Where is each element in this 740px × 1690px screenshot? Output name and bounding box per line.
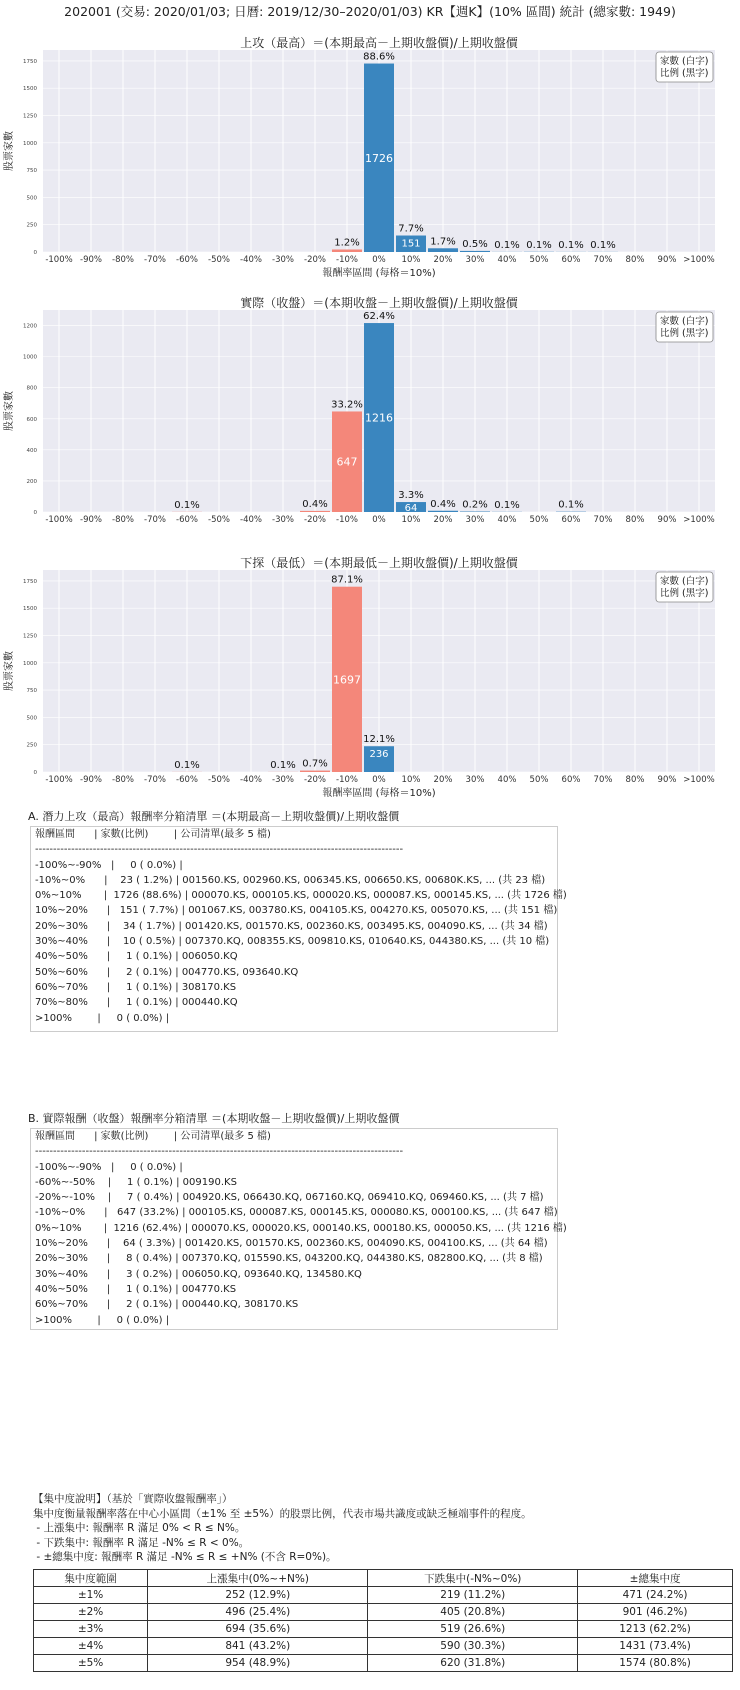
table-cell: 1213 (62.2%) bbox=[578, 1621, 733, 1638]
x-tick-label: -80% bbox=[112, 255, 134, 265]
table-row bbox=[34, 1604, 733, 1621]
x-tick-label: 50% bbox=[529, 515, 549, 525]
concentration-table bbox=[33, 1569, 733, 1672]
table-row bbox=[34, 1638, 733, 1655]
table-header-cell: 上漲集中(0%~+N%) bbox=[148, 1570, 368, 1587]
y-tick-label: 0 bbox=[33, 510, 37, 516]
panel-row: 60%~70% | 2 ( 0.1%) | 000440.KQ, 308170.KS bbox=[35, 1299, 299, 1311]
chart-upside-high bbox=[0, 36, 740, 286]
x-tick-label: -10% bbox=[336, 775, 358, 785]
panel-row: -10%~0% | 23 ( 1.2%) | 001560.KS, 002960.KS, 006345.KS, 006650.KS, 00680K.KS, ... (共 23 檔) bbox=[35, 874, 546, 886]
table-row bbox=[34, 1587, 733, 1604]
bar-percent-label: 0.7% bbox=[302, 758, 328, 770]
bar-count-label: 151 bbox=[401, 238, 421, 250]
table-cell: ±5% bbox=[34, 1655, 148, 1672]
x-tick-label: -40% bbox=[240, 255, 262, 265]
panel-row: 30%~40% | 3 ( 0.2%) | 006050.KQ, 093640.KQ, 134580.KQ bbox=[35, 1268, 362, 1280]
y-tick-label: 1750 bbox=[23, 578, 37, 585]
bar bbox=[300, 771, 330, 772]
table-cell: ±3% bbox=[34, 1621, 148, 1638]
panel-row: >100% | 0 ( 0.0%) | bbox=[35, 1012, 170, 1024]
bar-percent-label: 87.1% bbox=[331, 574, 363, 586]
table-cell: ±2% bbox=[34, 1604, 148, 1621]
x-tick-label: -50% bbox=[208, 255, 230, 265]
explanation-line: - 下跌集中: 報酬率 R 滿足 -N% ≤ R < 0%。 bbox=[33, 1536, 250, 1549]
panel-row: 70%~80% | 1 ( 0.1%) | 000440.KQ bbox=[35, 997, 238, 1009]
legend-entry: 家數 (白字) bbox=[660, 576, 709, 587]
x-tick-label: 20% bbox=[433, 515, 453, 525]
x-axis-label: 報酬率區間 (每格＝10%) bbox=[322, 268, 436, 279]
chart-downside-low bbox=[0, 556, 740, 806]
x-tick-label: 10% bbox=[401, 775, 421, 785]
panel-row: 10%~20% | 151 ( 7.7%) | 001067.KS, 003780.KS, 004105.KS, 004270.KS, 005070.KS, ... (共 151 檔) bbox=[35, 905, 558, 917]
x-tick-label: >100% bbox=[683, 255, 715, 265]
table-cell: 1574 (80.8%) bbox=[578, 1655, 733, 1672]
x-tick-label: 70% bbox=[593, 515, 613, 525]
table-cell: 252 (12.9%) bbox=[148, 1587, 368, 1604]
page-title: 202001 (交易: 2020/01/03; 日曆: 2019/12/30–2020/01/03) KR【週K】(10% 區間) 統計 (總家數: 1949) bbox=[64, 4, 676, 19]
panel-row: 10%~20% | 64 ( 3.3%) | 001420.KS, 001570.KS, 002360.KS, 004090.KS, 004100.KS, ... (共 64 檔) bbox=[35, 1238, 548, 1250]
y-axis-label: 股票家數 bbox=[4, 131, 15, 171]
y-tick-label: 600 bbox=[26, 416, 37, 423]
x-tick-label: 50% bbox=[529, 775, 549, 785]
x-tick-label: -60% bbox=[176, 775, 198, 785]
x-tick-label: -90% bbox=[80, 775, 102, 785]
x-tick-label: -90% bbox=[80, 255, 102, 265]
legend-entry: 比例 (黑字) bbox=[660, 68, 709, 79]
x-tick-label: 80% bbox=[625, 775, 645, 785]
legend-entry: 比例 (黑字) bbox=[660, 588, 709, 599]
x-tick-label: -10% bbox=[336, 515, 358, 525]
x-tick-label: 90% bbox=[657, 515, 677, 525]
table-cell: 496 (25.4%) bbox=[148, 1604, 368, 1621]
x-tick-label: 60% bbox=[561, 515, 581, 525]
y-tick-label: 500 bbox=[26, 715, 37, 722]
y-axis-label: 股票家數 bbox=[4, 391, 15, 431]
y-tick-label: 1200 bbox=[23, 323, 37, 330]
bar-percent-label: 62.4% bbox=[363, 311, 395, 323]
concentration-explanation bbox=[33, 1492, 532, 1565]
y-tick-label: 1000 bbox=[23, 354, 37, 361]
panel-header-row: 報酬區間 | 家數(比例) | 公司清單(最多 5 檔) bbox=[35, 829, 271, 840]
y-tick-label: 1250 bbox=[23, 633, 37, 640]
x-tick-label: 40% bbox=[497, 515, 517, 525]
table-cell: 471 (24.2%) bbox=[578, 1587, 733, 1604]
table-cell: 841 (43.2%) bbox=[148, 1638, 368, 1655]
legend bbox=[656, 52, 713, 82]
explanation-line: 集中度衡量報酬率落在中心小區間（±1% 至 ±5%）的股票比例，代表市場共識度或缺乏極端事件的程度。 bbox=[33, 1507, 532, 1520]
y-tick-label: 250 bbox=[26, 742, 37, 749]
panel-row: -60%~-50% | 1 ( 0.1%) | 009190.KS bbox=[35, 1176, 237, 1188]
x-tick-label: -20% bbox=[304, 515, 326, 525]
panel-b-title: B. 實際報酬（收盤）報酬率分箱清單 ＝(本期收盤－上期收盤價)/上期收盤價 bbox=[28, 1112, 400, 1125]
legend bbox=[656, 312, 713, 342]
x-tick-label: 60% bbox=[561, 255, 581, 265]
panel-row: 0%~10% | 1726 (88.6%) | 000070.KS, 000105.KS, 000020.KS, 000087.KS, 000145.KS, ... (共 1726 檔) bbox=[35, 890, 567, 902]
x-tick-label: -20% bbox=[304, 775, 326, 785]
bar-percent-label: 88.6% bbox=[363, 51, 395, 63]
panel-row: 40%~50% | 1 ( 0.1%) | 004770.KS bbox=[35, 1283, 237, 1295]
x-tick-label: 40% bbox=[497, 255, 517, 265]
panel-header-row: 報酬區間 | 家數(比例) | 公司清單(最多 5 檔) bbox=[35, 1131, 271, 1142]
bar-percent-label: 1.7% bbox=[430, 236, 456, 248]
x-tick-label: -70% bbox=[144, 255, 166, 265]
chart-title: 上攻（最高）＝(本期最高－上期收盤價)/上期收盤價 bbox=[240, 36, 518, 50]
x-tick-label: -70% bbox=[144, 515, 166, 525]
x-tick-label: 0% bbox=[372, 775, 386, 785]
table-header-cell: 下跌集中(-N%~0%) bbox=[368, 1570, 578, 1587]
y-tick-label: 1500 bbox=[23, 606, 37, 613]
y-tick-label: 200 bbox=[26, 478, 37, 485]
panel-row: 30%~40% | 10 ( 0.5%) | 007370.KQ, 008355.KS, 009810.KS, 010640.KS, 044380.KS, ... (共 10 檔) bbox=[35, 936, 550, 948]
bar-count-label: 1216 bbox=[365, 411, 393, 425]
panel-row: -20%~-10% | 7 ( 0.4%) | 004920.KS, 066430.KQ, 067160.KQ, 069410.KQ, 069460.KS, ... (共 7 檔) bbox=[35, 1192, 544, 1204]
bar-percent-label: 12.1% bbox=[363, 734, 395, 746]
bar bbox=[332, 249, 362, 252]
panel-row: 40%~50% | 1 ( 0.1%) | 006050.KQ bbox=[35, 951, 238, 963]
x-tick-label: -90% bbox=[80, 515, 102, 525]
bar bbox=[300, 511, 330, 512]
bar bbox=[428, 248, 458, 252]
panel-row: 50%~60% | 2 ( 0.1%) | 004770.KS, 093640.KQ bbox=[35, 966, 299, 978]
panel-b-bin-list bbox=[30, 1128, 567, 1330]
y-tick-label: 250 bbox=[26, 222, 37, 229]
x-tick-label: 30% bbox=[465, 515, 485, 525]
panel-row: 20%~30% | 34 ( 1.7%) | 001420.KS, 001570.KS, 002360.KS, 003495.KS, 004090.KS, ... (共 34 檔) bbox=[35, 920, 548, 932]
panel-row: -10%~0% | 647 (33.2%) | 000105.KS, 000087.KS, 000145.KS, 000080.KS, 000100.KS, ... (共 647 檔) bbox=[35, 1207, 558, 1219]
bar-percent-label: 0.4% bbox=[302, 498, 328, 510]
x-tick-label: -100% bbox=[45, 775, 73, 785]
bar-percent-label: 0.1% bbox=[558, 499, 584, 511]
x-tick-label: -80% bbox=[112, 515, 134, 525]
y-tick-label: 750 bbox=[26, 168, 37, 175]
x-tick-label: 30% bbox=[465, 255, 485, 265]
table-cell: 901 (46.2%) bbox=[578, 1604, 733, 1621]
legend-entry: 比例 (黑字) bbox=[660, 328, 709, 339]
table-cell: 519 (26.6%) bbox=[368, 1621, 578, 1638]
x-tick-label: -40% bbox=[240, 515, 262, 525]
chart-title: 下探（最低）＝(本期最低－上期收盤價)/上期收盤價 bbox=[240, 556, 518, 570]
x-tick-label: -60% bbox=[176, 255, 198, 265]
x-tick-label: 0% bbox=[372, 255, 386, 265]
x-tick-label: -50% bbox=[208, 515, 230, 525]
bar-count-label: 236 bbox=[369, 749, 389, 761]
x-tick-label: 20% bbox=[433, 255, 453, 265]
x-tick-label: 70% bbox=[593, 775, 613, 785]
y-tick-label: 500 bbox=[26, 195, 37, 202]
table-cell: 405 (20.8%) bbox=[368, 1604, 578, 1621]
panel-row: 0%~10% | 1216 (62.4%) | 000070.KS, 000020.KS, 000140.KS, 000180.KS, 000050.KS, ... (共 1216 檔) bbox=[35, 1222, 567, 1234]
bar-percent-label: 1.2% bbox=[334, 237, 360, 249]
y-tick-label: 400 bbox=[26, 447, 37, 454]
concentration-table-header bbox=[34, 1570, 733, 1587]
table-row bbox=[34, 1621, 733, 1638]
x-tick-label: -30% bbox=[272, 775, 294, 785]
bar-percent-label: 0.4% bbox=[430, 498, 456, 510]
bar-percent-label: 3.3% bbox=[398, 490, 424, 502]
table-cell: 694 (35.6%) bbox=[148, 1621, 368, 1638]
x-tick-label: 80% bbox=[625, 515, 645, 525]
x-tick-label: 50% bbox=[529, 255, 549, 265]
table-cell: 590 (30.3%) bbox=[368, 1638, 578, 1655]
x-tick-label: -70% bbox=[144, 775, 166, 785]
bar-percent-label: 0.1% bbox=[558, 239, 584, 251]
x-tick-label: -20% bbox=[304, 255, 326, 265]
x-tick-label: 40% bbox=[497, 775, 517, 785]
x-tick-label: -10% bbox=[336, 255, 358, 265]
x-axis-label: 報酬率區間 (每格＝10%) bbox=[322, 788, 436, 799]
panel-divider: ------------------------------------------------------------------------------------------------------ bbox=[35, 1146, 404, 1158]
bar bbox=[428, 511, 458, 512]
table-cell: 1431 (73.4%) bbox=[578, 1638, 733, 1655]
bar-count-label: 647 bbox=[336, 455, 358, 469]
y-tick-label: 0 bbox=[33, 770, 37, 776]
panel-row: -100%~-90% | 0 ( 0.0%) | bbox=[35, 1161, 183, 1173]
panel-divider: ------------------------------------------------------------------------------------------------------ bbox=[35, 844, 404, 856]
bar-percent-label: 0.1% bbox=[590, 239, 616, 251]
legend-entry: 家數 (白字) bbox=[660, 56, 709, 67]
bar-percent-label: 0.1% bbox=[494, 239, 520, 251]
bar bbox=[460, 251, 490, 252]
y-axis-label: 股票家數 bbox=[4, 651, 15, 691]
x-tick-label: -40% bbox=[240, 775, 262, 785]
table-header-cell: 集中度範圍 bbox=[34, 1570, 148, 1587]
x-tick-label: -80% bbox=[112, 775, 134, 785]
bar-percent-label: 0.5% bbox=[462, 238, 488, 250]
bar-percent-label: 0.2% bbox=[462, 499, 488, 511]
x-tick-label: -100% bbox=[45, 515, 73, 525]
x-tick-label: -50% bbox=[208, 775, 230, 785]
bar-count-label: 1726 bbox=[365, 151, 393, 165]
x-tick-label: 90% bbox=[657, 255, 677, 265]
y-tick-label: 750 bbox=[26, 688, 37, 695]
table-cell: 954 (48.9%) bbox=[148, 1655, 368, 1672]
panel-a-bin-list bbox=[30, 826, 567, 1032]
legend-entry: 家數 (白字) bbox=[660, 316, 709, 327]
legend bbox=[656, 572, 713, 602]
bar-count-label: 64 bbox=[404, 503, 418, 514]
x-tick-label: 70% bbox=[593, 255, 613, 265]
table-cell: ±4% bbox=[34, 1638, 148, 1655]
y-tick-label: 1750 bbox=[23, 58, 37, 65]
x-tick-label: -60% bbox=[176, 515, 198, 525]
bar-percent-label: 0.1% bbox=[174, 759, 200, 771]
y-tick-label: 0 bbox=[33, 250, 37, 256]
x-tick-label: 10% bbox=[401, 255, 421, 265]
y-tick-label: 1000 bbox=[23, 140, 37, 147]
panel-a-title: A. 潛力上攻（最高）報酬率分箱清單 ＝(本期最高－上期收盤價)/上期收盤價 bbox=[28, 810, 400, 823]
y-tick-label: 1000 bbox=[23, 660, 37, 667]
table-cell: 620 (31.8%) bbox=[368, 1655, 578, 1672]
panel-row: >100% | 0 ( 0.0%) | bbox=[35, 1314, 170, 1326]
table-header-cell: ±總集中度 bbox=[578, 1570, 733, 1587]
bar-percent-label: 33.2% bbox=[331, 399, 363, 411]
x-tick-label: 30% bbox=[465, 775, 485, 785]
x-tick-label: >100% bbox=[683, 515, 715, 525]
x-tick-label: 80% bbox=[625, 255, 645, 265]
x-tick-label: -30% bbox=[272, 515, 294, 525]
y-tick-label: 1500 bbox=[23, 86, 37, 93]
x-tick-label: >100% bbox=[683, 775, 715, 785]
panel-row: 20%~30% | 8 ( 0.4%) | 007370.KQ, 015590.KS, 043200.KQ, 044380.KS, 082800.KQ, ... (共 8 檔) bbox=[35, 1253, 543, 1265]
explanation-line: 【集中度說明】（基於「實際收盤報酬率」） bbox=[33, 1493, 233, 1505]
x-tick-label: -100% bbox=[45, 255, 73, 265]
chart-title: 實際（收盤）＝(本期收盤－上期收盤價)/上期收盤價 bbox=[240, 296, 518, 310]
x-tick-label: 60% bbox=[561, 775, 581, 785]
table-cell: 219 (11.2%) bbox=[368, 1587, 578, 1604]
bar-percent-label: 0.1% bbox=[174, 499, 200, 511]
table-cell: ±1% bbox=[34, 1587, 148, 1604]
bar-count-label: 1697 bbox=[333, 673, 361, 687]
y-tick-label: 1250 bbox=[23, 113, 37, 120]
x-tick-label: 0% bbox=[372, 515, 386, 525]
x-tick-label: 20% bbox=[433, 775, 453, 785]
bar-percent-label: 0.1% bbox=[270, 759, 296, 771]
x-tick-label: 90% bbox=[657, 775, 677, 785]
chart-actual-close bbox=[0, 296, 740, 542]
panel-row: -100%~-90% | 0 ( 0.0%) | bbox=[35, 859, 183, 871]
x-tick-label: 10% bbox=[401, 515, 421, 525]
bar-percent-label: 7.7% bbox=[398, 223, 424, 235]
panel-row: 60%~70% | 1 ( 0.1%) | 308170.KS bbox=[35, 981, 237, 993]
explanation-line: - ±總集中度: 報酬率 R 滿足 -N% ≤ R ≤ +N% (不含 R=0%)。 bbox=[33, 1551, 337, 1564]
x-tick-label: -30% bbox=[272, 255, 294, 265]
table-row bbox=[34, 1655, 733, 1672]
explanation-line: - 上漲集中: 報酬率 R 滿足 0% < R ≤ N%。 bbox=[33, 1522, 246, 1535]
y-tick-label: 800 bbox=[26, 385, 37, 392]
bar-percent-label: 0.1% bbox=[526, 239, 552, 251]
bar-percent-label: 0.1% bbox=[494, 499, 520, 511]
